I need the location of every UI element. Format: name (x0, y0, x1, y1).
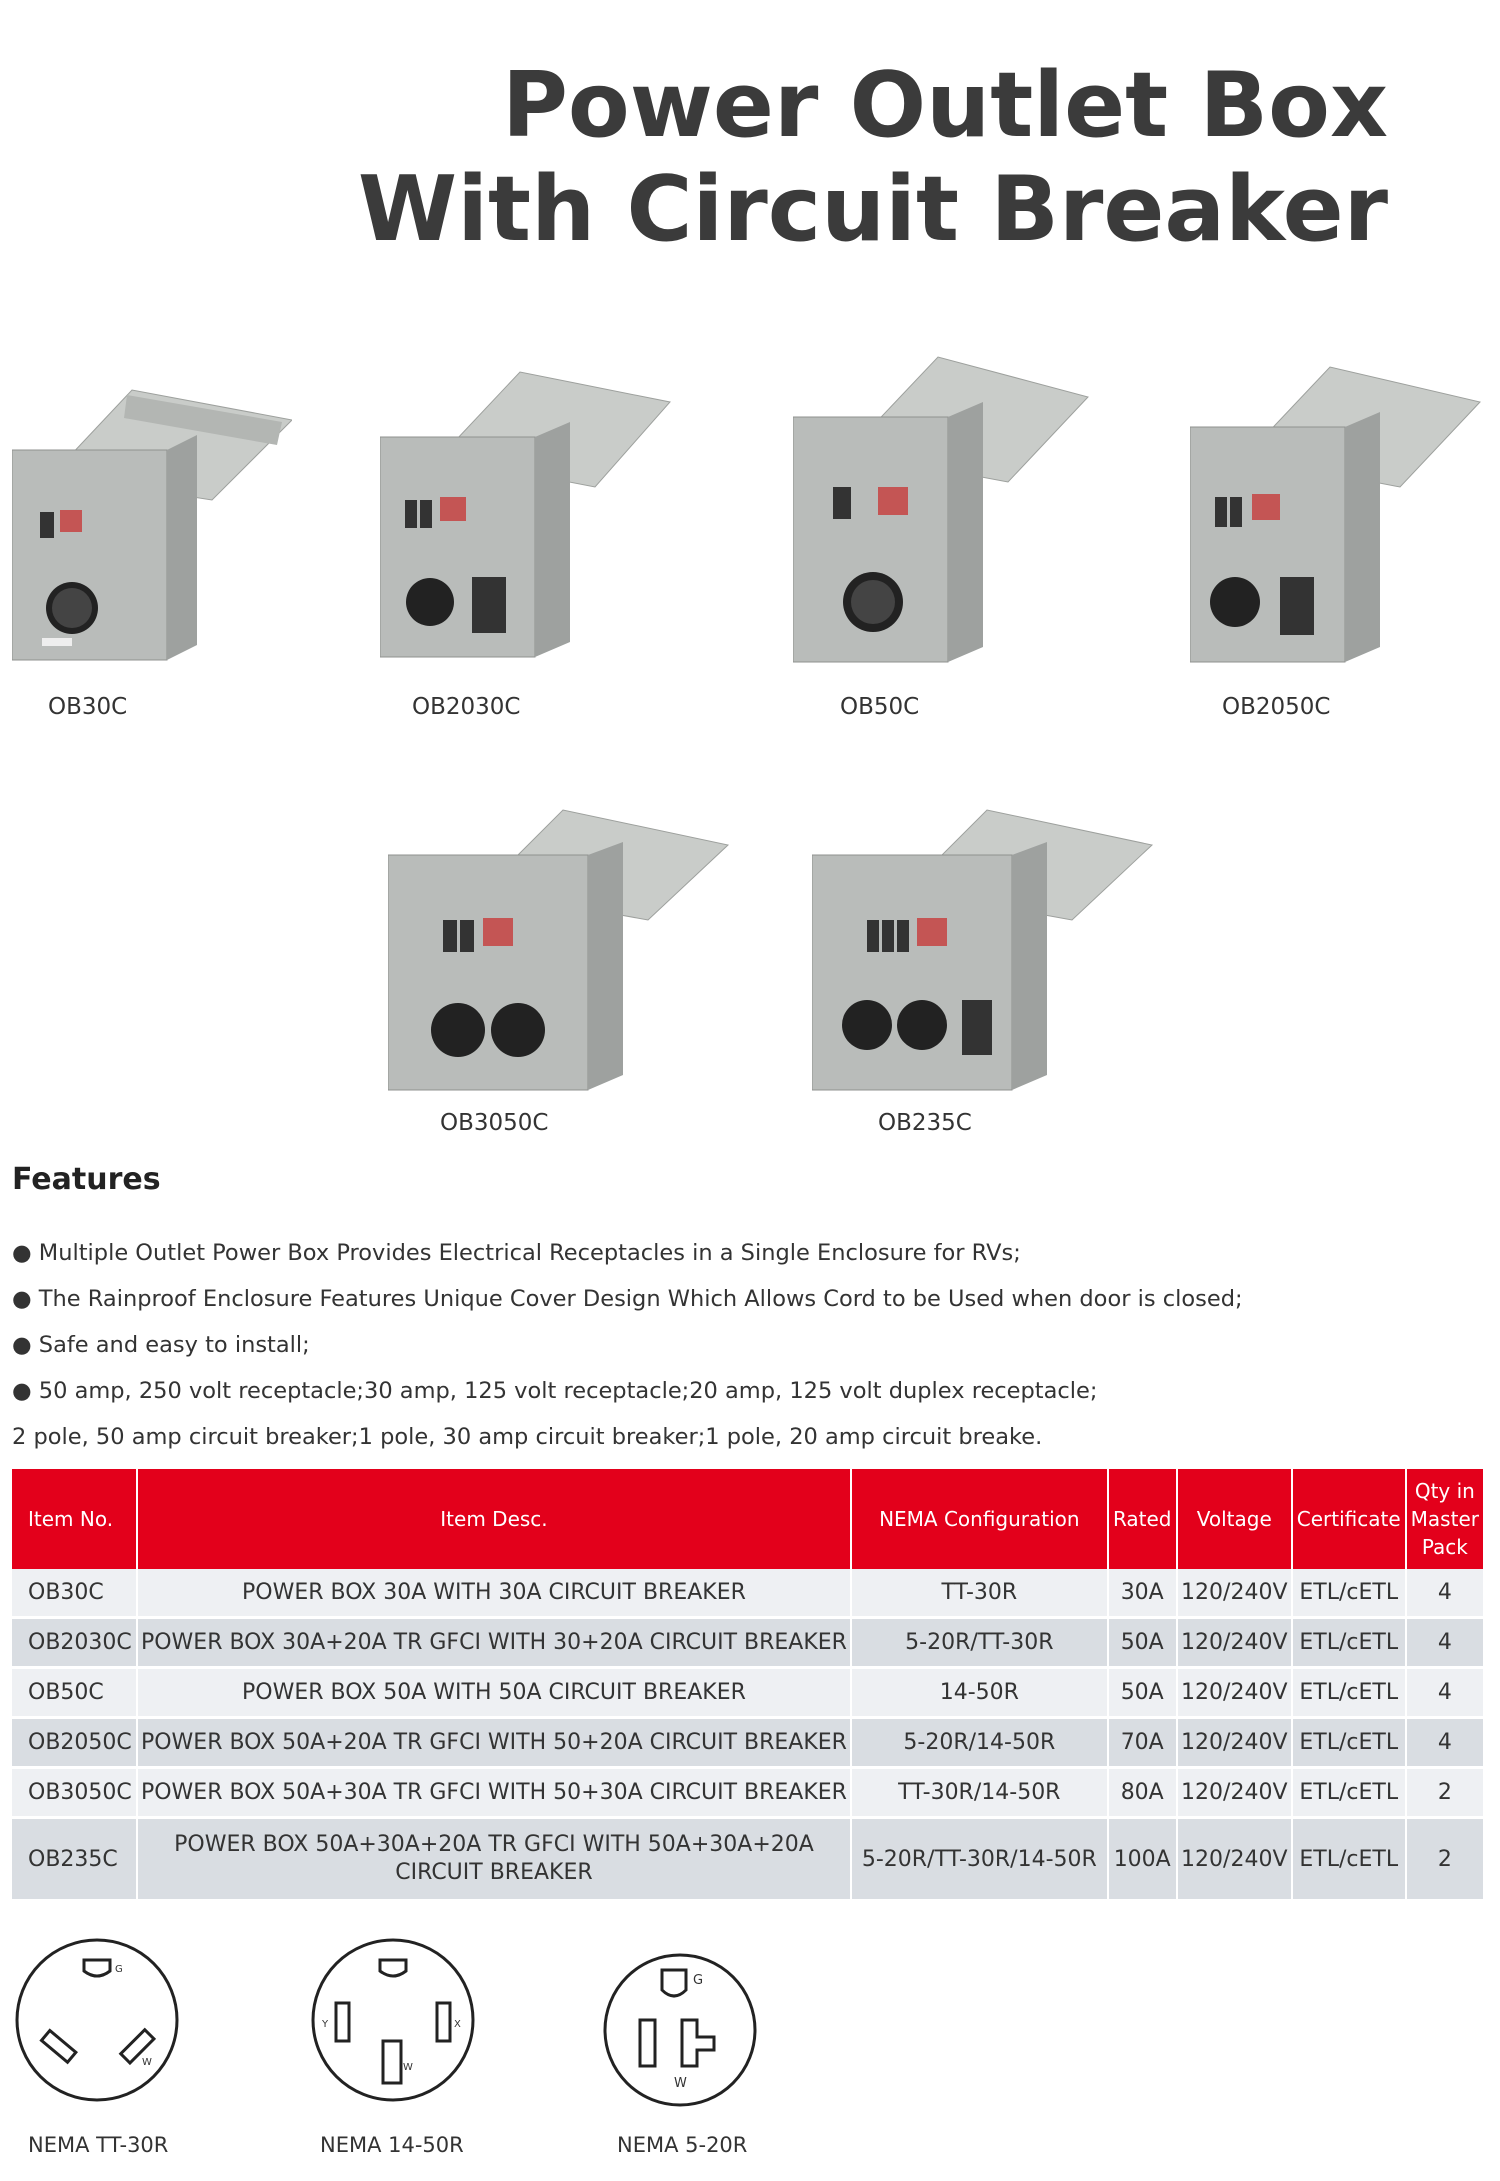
title-line-1: Power Outlet Box (501, 53, 1388, 158)
cell-rated: 50A (1108, 1618, 1177, 1668)
cell-voltage: 120/240V (1177, 1618, 1292, 1668)
diagram-label: NEMA 14-50R (320, 2133, 464, 2157)
table-row (12, 1718, 1484, 1768)
cell-qty: 4 (1406, 1618, 1484, 1668)
features-heading: Features (12, 1162, 161, 1197)
cell-desc: POWER BOX 30A+20A TR GFCI WITH 30+20A CIRCUIT BREAKER (137, 1618, 851, 1668)
pin-label: G (693, 1973, 704, 1988)
cell-qty: 2 (1406, 1768, 1484, 1818)
table-row (12, 1818, 1484, 1901)
cell-voltage: 120/240V (1177, 1668, 1292, 1718)
nema-1450r-diagram (308, 1935, 478, 2109)
cell-voltage: 120/240V (1177, 1768, 1292, 1818)
table-header-row (12, 1469, 1484, 1569)
product-label: OB2050C (1222, 694, 1331, 720)
cell-desc: POWER BOX 50A+30A+20A TR GFCI WITH 50A+30A+20A CIRCUIT BREAKER (137, 1818, 851, 1901)
nema-520r-diagram (600, 1950, 760, 2114)
cell-desc: POWER BOX 50A+20A TR GFCI WITH 50+20A CIRCUIT BREAKER (137, 1718, 851, 1768)
cell-voltage: 120/240V (1177, 1818, 1292, 1901)
nema-tt30r-diagram (12, 1935, 182, 2109)
product-image-ob235c (812, 800, 1157, 1100)
cell-certificate: ETL/cETL (1292, 1818, 1406, 1901)
cell-nema: TT-30R (851, 1569, 1108, 1618)
title-line-2: With Circuit Breaker (357, 157, 1388, 262)
page-title (358, 54, 1388, 262)
table-row (12, 1569, 1484, 1618)
cell-qty: 4 (1406, 1668, 1484, 1718)
pin-label: Y (322, 2019, 329, 2030)
cell-item-no: OB2050C (12, 1718, 137, 1768)
feature-item: ● Safe and easy to install; (12, 1332, 310, 1358)
cell-item-no: OB30C (12, 1569, 137, 1618)
cell-certificate: ETL/cETL (1292, 1618, 1406, 1668)
product-label: OB50C (840, 694, 920, 720)
cell-certificate: ETL/cETL (1292, 1768, 1406, 1818)
cell-nema: 5-20R/TT-30R (851, 1618, 1108, 1668)
pin-label: W (142, 2057, 152, 2068)
product-image-ob50c (793, 352, 1093, 682)
cell-desc: POWER BOX 30A WITH 30A CIRCUIT BREAKER (137, 1569, 851, 1618)
feature-item: ● The Rainproof Enclosure Features Unique Cover Design Which Allows Cord to be Used when door is closed; (12, 1286, 1243, 1312)
col-rated: Rated (1108, 1469, 1177, 1569)
cell-certificate: ETL/cETL (1292, 1718, 1406, 1768)
cell-rated: 50A (1108, 1668, 1177, 1718)
product-image-ob2050c (1190, 362, 1490, 682)
product-label: OB235C (878, 1110, 972, 1136)
cell-rated: 30A (1108, 1569, 1177, 1618)
col-qty: Qty in Master Pack (1406, 1469, 1484, 1569)
pin-label: X (454, 2019, 461, 2030)
diagram-label: NEMA 5-20R (617, 2133, 748, 2157)
table-row (12, 1768, 1484, 1818)
cell-item-no: OB3050C (12, 1768, 137, 1818)
feature-item: 2 pole, 50 amp circuit breaker;1 pole, 30 amp circuit breaker;1 pole, 20 amp circuit breake. (12, 1424, 1043, 1450)
feature-item: ● 50 amp, 250 volt receptacle;30 amp, 125 volt receptacle;20 amp, 125 volt duplex receptacle; (12, 1378, 1098, 1404)
col-item-no: Item No. (12, 1469, 137, 1569)
cell-nema: 5-20R/14-50R (851, 1718, 1108, 1768)
cell-desc: POWER BOX 50A WITH 50A CIRCUIT BREAKER (137, 1668, 851, 1718)
spec-table (12, 1469, 1485, 1902)
cell-item-no: OB235C (12, 1818, 137, 1901)
col-voltage: Voltage (1177, 1469, 1292, 1569)
cell-nema: TT-30R/14-50R (851, 1768, 1108, 1818)
diagram-label: NEMA TT-30R (28, 2133, 169, 2157)
product-label: OB2030C (412, 694, 521, 720)
cell-item-no: OB50C (12, 1668, 137, 1718)
table-row (12, 1618, 1484, 1668)
cell-rated: 70A (1108, 1718, 1177, 1768)
col-certificate: Certificate (1292, 1469, 1406, 1569)
cell-qty: 4 (1406, 1718, 1484, 1768)
cell-certificate: ETL/cETL (1292, 1668, 1406, 1718)
product-image-ob2030c (380, 362, 680, 682)
cell-certificate: ETL/cETL (1292, 1569, 1406, 1618)
col-nema: NEMA Configuration (851, 1469, 1108, 1569)
product-image-ob3050c (388, 800, 733, 1100)
table-row (12, 1668, 1484, 1718)
product-label: OB3050C (440, 1110, 549, 1136)
product-image-ob30c (12, 380, 292, 680)
feature-item: ● Multiple Outlet Power Box Provides Electrical Receptacles in a Single Enclosure for RVs; (12, 1240, 1021, 1266)
cell-rated: 80A (1108, 1768, 1177, 1818)
cell-rated: 100A (1108, 1818, 1177, 1901)
features-list (12, 1230, 1243, 1460)
cell-nema: 5-20R/TT-30R/14-50R (851, 1818, 1108, 1901)
cell-qty: 2 (1406, 1818, 1484, 1901)
cell-nema: 14-50R (851, 1668, 1108, 1718)
pin-label: W (403, 2062, 413, 2073)
cell-qty: 4 (1406, 1569, 1484, 1618)
cell-item-no: OB2030C (12, 1618, 137, 1668)
cell-voltage: 120/240V (1177, 1718, 1292, 1768)
pin-label: G (115, 1964, 123, 1975)
product-label: OB30C (48, 694, 128, 720)
cell-voltage: 120/240V (1177, 1569, 1292, 1618)
cell-desc: POWER BOX 50A+30A TR GFCI WITH 50+30A CIRCUIT BREAKER (137, 1768, 851, 1818)
pin-label: W (674, 2076, 687, 2091)
col-item-desc: Item Desc. (137, 1469, 851, 1569)
